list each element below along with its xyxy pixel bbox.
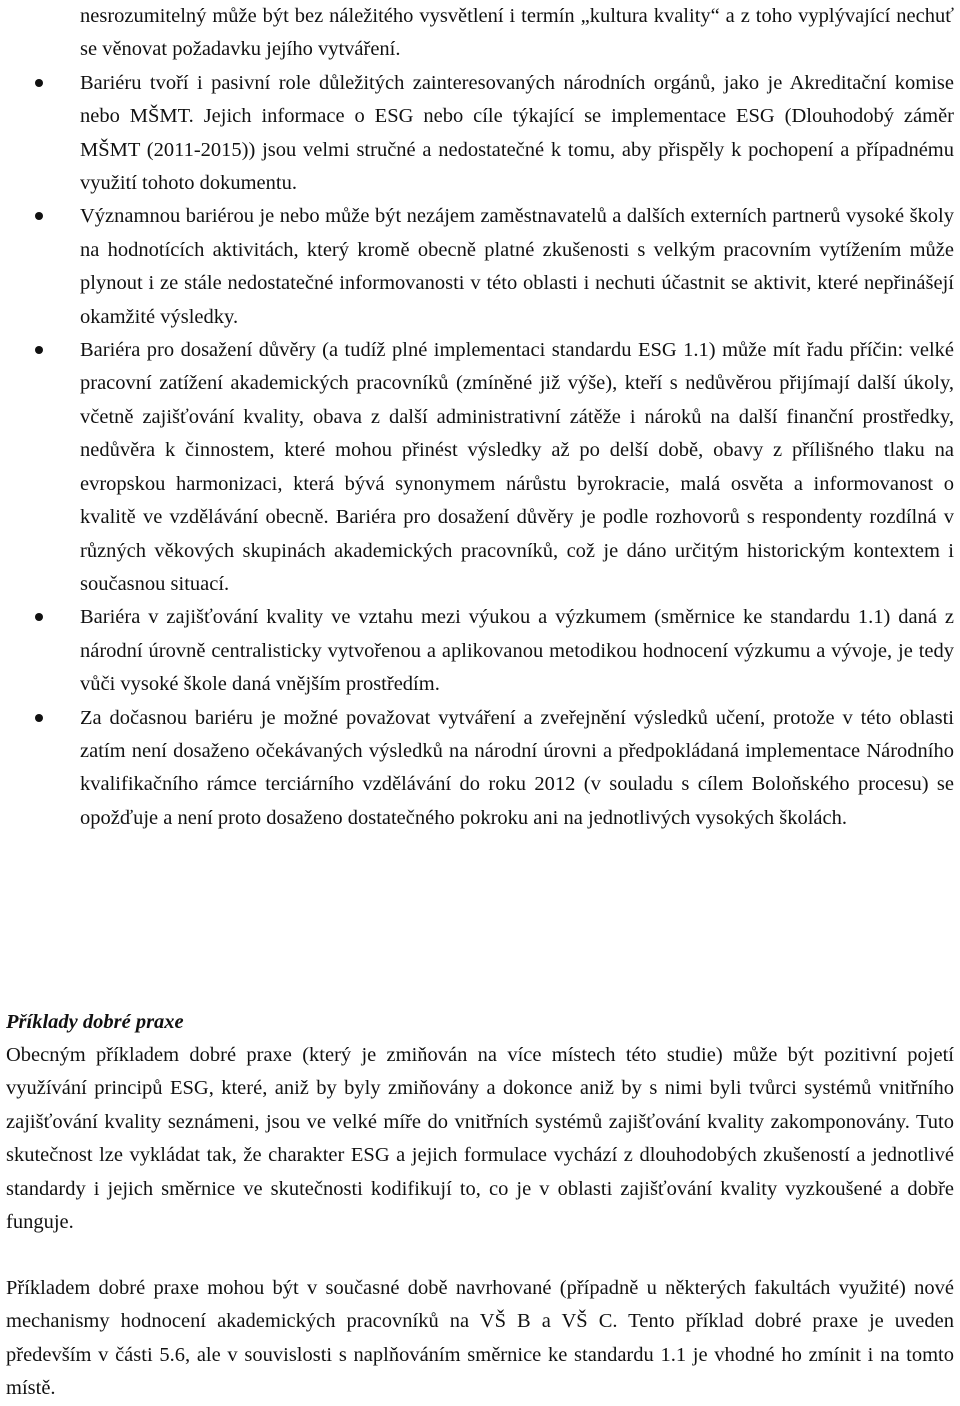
- bullet-dot-icon: [35, 714, 43, 722]
- bullet-item-passive-role: [0, 67, 960, 201]
- bullet-item-continued: [0, 0, 960, 67]
- bullet-item-teaching-research: [0, 601, 960, 701]
- paragraph-specific-example: Příkladem dobré praxe mohou být v současné době navrhované (případně u některých fakultách využité) nové mechanismy hodnocení akademických pracovníků na VŠ B a VŠ C. Tento příklad dobré praxe je uveden především v části 5.6, ale v souvislosti s naplňováním směrnice ke standardu 1.1 je vhodné ho zmínit i na tomto místě.: [6, 1277, 954, 1400]
- bullet-text: nesrozumitelný může být bez náležitého vysvětlení i termín „kultura kvality“ a z toho vyplývající nechuť se věnovat požadavku jejího vytváření.: [80, 5, 954, 61]
- bullet-text: Bariéra pro dosažení důvěry (a tudíž plné implementaci standardu ESG 1.1) může mít řadu příčin: velké pracovní zatížení akademických pracovníků (zmíněné již výše), kteří s nedůvěrou přijímají další úkoly, včetně zajišťování kvality, obava z další administrativní zátěže i nároků na další finanční prostředky, nedůvěra k činnostem, které mohou přinést výsledky až po delší době, obavy z přílišného tlaku na evropskou harmonizaci, která bývá synonymem nárůstu byrokracie, malá osvěta a informovanost o kvalitě ve vzdělávání obecně. Bariéra pro dosažení důvěry je podle rozhovorů s respondenty rozdílná v různých věkových skupinách akademických pracovníků, což je dáno určitým historickým kontextem i současnou situací.: [80, 339, 954, 595]
- paragraph-general-example: Obecným příkladem dobré praxe (který je zmiňován na více místech této studie) může být pozitivní pojetí využívání principů ESG, které, aniž by byly zmiňovány a dokonce aniž by s nimi byli tvůrci systémů vnitřního zajišťování kvality seznámeni, jsou ve velké míře do vnitřních systémů zajišťování kvality zakomponovány. Tuto skutečnost lze vykládat tak, že charakter ESG a jejich formulace vychází z dlouhodobých zkušeností a jednotlivé standardy i jejich směrnice ve skutečnosti kodifikují to, co je v oblasti zajišťování kvality vyzkoušené a dobře funguje.: [6, 1044, 954, 1234]
- bullet-item-trust: [0, 334, 960, 601]
- bullet-text: Bariéru tvoří i pasivní role důležitých zainteresovaných národních orgánů, jako je Akreditační komise nebo MŠMT. Jejich informace o ESG nebo cíle týkající se implementace ESG (Dlouhodobý záměr MŠMT (2011-2015)) jsou velmi stručné a nedostatečné k tomu, aby přispěly k pochopení a případnému využití tohoto dokumentu.: [80, 71, 954, 195]
- bullet-dot-icon: [35, 212, 43, 220]
- bullet-item-employers: [0, 200, 960, 334]
- bullet-text: Významnou bariérou je nebo může být nezájem zaměstnavatelů a dalších externích partnerů vysoké školy na hodnotících aktivitách, který kromě obecně platné zkušenosti s velkým pracovním vytížením může plynout i ze stále nedostatečné informovanosti v této oblasti i nechuti účastnit se aktivit, které nepřinášejí okamžité výsledky.: [80, 205, 954, 328]
- bullet-dot-icon: [35, 613, 43, 621]
- bullet-text: Za dočasnou bariéru je možné považovat vytváření a zveřejnění výsledků učení, protože v této oblasti zatím není dosaženo očekávaných výsledků na národní úrovni a předpokládaná implementace Národního kvalifikačního rámce terciárního vzdělávání do roku 2012 (v souladu s cílem Boloňského procesu) se opožďuje a není proto dosaženo dostatečného pokroku ani na jednotlivých vysokých školách.: [80, 706, 954, 829]
- section-heading: Příklady dobré praxe: [6, 1011, 184, 1033]
- bullet-item-learning-outcomes: [0, 702, 960, 836]
- bullet-text: Bariéra v zajišťování kvality ve vztahu mezi výukou a výzkumem (směrnice ke standardu 1.1) daná z národní úrovně centralisticky vytvořenou a aplikovanou metodikou hodnocení výzkumu a vývoje, je tedy vůči vysoké škole daná vnějším prostředím.: [80, 606, 954, 696]
- bullet-dot-icon: [35, 346, 43, 354]
- bullet-dot-icon: [35, 79, 43, 87]
